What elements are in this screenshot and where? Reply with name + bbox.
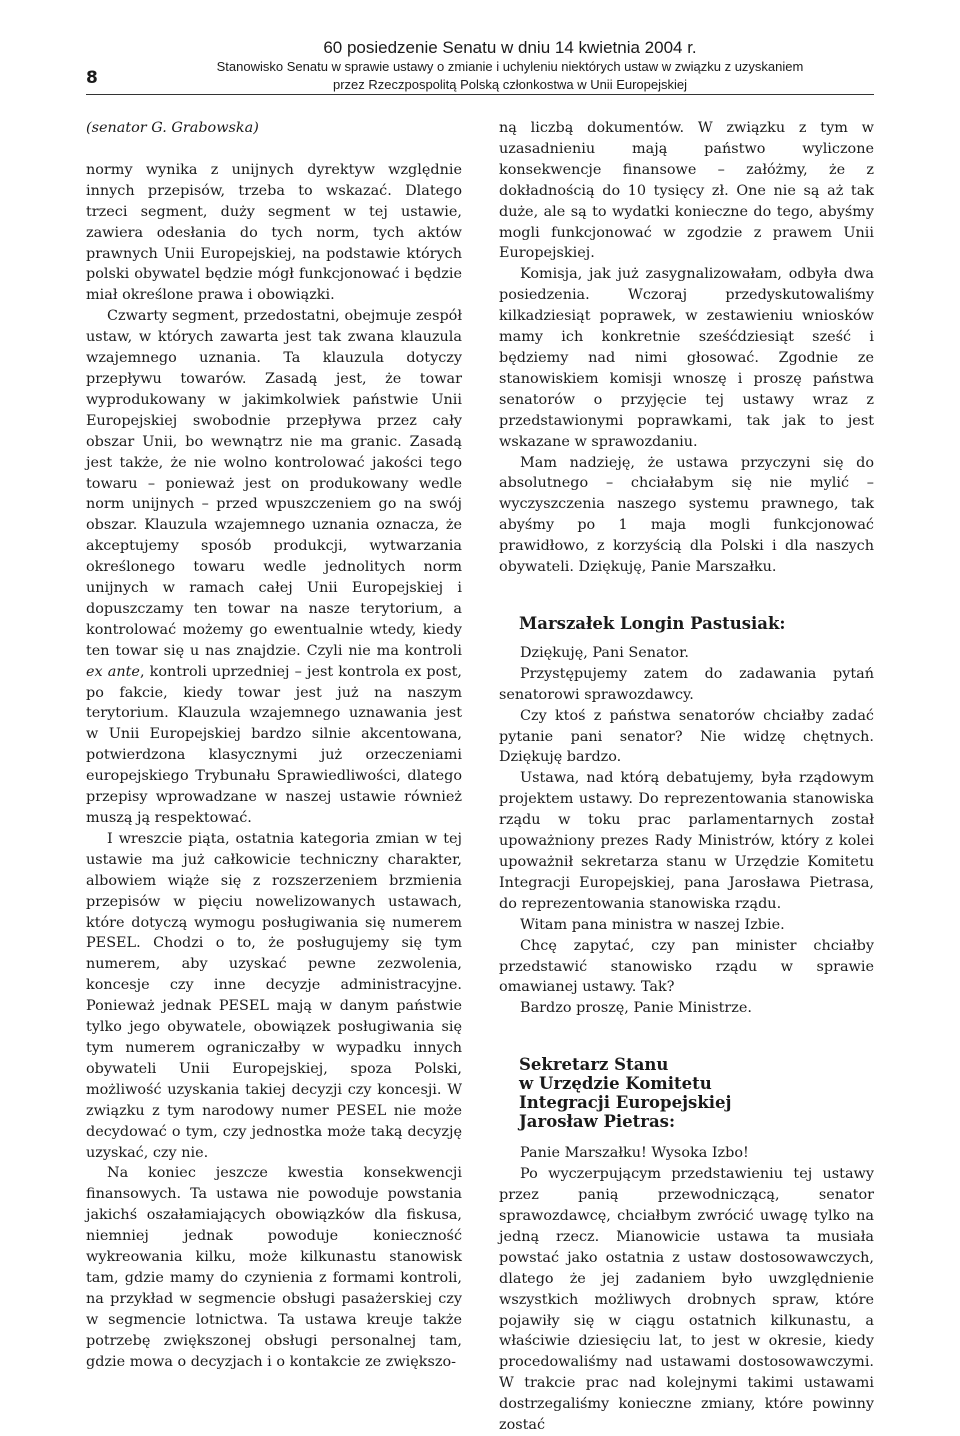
italic-term: ex ante <box>86 663 140 680</box>
page-header <box>86 38 874 95</box>
paragraph: Dziękuję, Pani Senator. <box>520 644 689 661</box>
paragraph: normy wynika z unijnych dyrektyw względnie innych przepisów, trzeba to wskazać. Dlatego trzeci segment, duży segment w tej ustawie, zawiera odesłania do tych norm, tych aktów prawnych Unii Europejskiej, na podstawie których polski obywatel będzie mógł funkcjonować i będzie miał określone prawa i obowiązki. <box>86 161 462 304</box>
speaker-heading <box>519 1055 874 1131</box>
speaker-heading-line: Sekretarz Stanu <box>519 1055 669 1075</box>
speaker-continuation-tag: (senator G. Grabowska) <box>86 120 259 136</box>
paragraph: Mam nadzieję, że ustawa przyczyni się do absolutnego – chciałabym się nie mylić – wyczyszczenia naszego systemu prawnego, tak abyśmy po 1 maja mogli funkcjonować prawidłowo, z korzyścią dla Polski i dla naszych obywateli. Dziękuję, Panie Marszałku. <box>499 454 874 576</box>
paragraph-text: Czwarty segment, przedostatni, obejmuje zespół ustaw, w których zawarta jest tak zwana klauzula wzajemnego uznania. Ta klauzula dotyczy przepływu towarów. Zasadą jest, że towar wyprodukowany w jakimkolwiek państwie Unii Europejskiej swobodnie przepływa przez cały obszar Unii, bo wewnątrz nie ma granic. Zasadą jest także, że nie wolno kontrolować jakości tego towaru – ponieważ jest on produkowany wedle norm unijnych – przed wpuszczeniem go na swój obszar. Klauzula wzajemnego uznania oznacza, że akceptujemy sposób produkcji, wytwarzania określonego towaru wedle jednolitych norm unijnych w ramach całej Unii Europejskiej i dopuszczamy ten towar na nasze terytorium, a kontrolować możemy go ewentualnie wtedy, kiedy ten towar się u nas znajdzie. Czyli nie ma kontroli <box>86 308 462 659</box>
paragraph: Panie Marszałku! Wysoka Izbo! <box>520 1145 749 1162</box>
subject-line-1: Stanowisko Senatu w sprawie ustawy o zmianie i uchyleniu niektórych ustaw w związku z uzyskaniem <box>216 59 804 74</box>
left-column <box>86 118 462 1370</box>
paragraph <box>86 306 462 829</box>
speaker-heading: Marszałek Longin Pastusiak: <box>519 613 786 633</box>
session-title: 60 posiedzenie Senatu w dniu 14 kwietnia 2004 r. <box>323 38 697 57</box>
paragraph-text: , kontroli uprzedniej – jest kontrola ex post, po fakcie, kiedy towar jest już na naszym terytorium. Klauzula wzajemnego uznawania jest w Unii Europejskiej bardzo silnie akcentowana, potwierdzona klasycznymi już orzeczeniami europejskiego Trybunału Sprawiedliwości, dlatego przepisy wprowadzane w naszej ustawie również muszą ją respektować. <box>86 663 462 826</box>
speaker-heading-line: Integracji Europejskiej <box>519 1093 732 1113</box>
paragraph: I wreszcie piąta, ostatnia kategoria zmian w tej ustawie ma już całkowicie techniczny charakter, albowiem wiąże się z rozszerzeniem brzmienia przepisów w pięciu nowelizowanych ustawach, które dotyczą wymogu posługiwania się numerem PESEL. Chodzi o to, że posługujemy się tym numerem, aby uzyskać pewne zezwolenia, koncesje czy inne decyzje administracyjne. Ponieważ jednak PESEL mają w danym państwie tylko jego obywatele, obowiązek posługiwania się tym numerem ograniczałby w wypadku innych obywateli Unii Europejskiej, spoza Polski, możliwość uzyskania takiej decyzji czy koncesji. W związku z tym narodowy numer PESEL nie może decydować o tym, czy jednostka może taką decyzję uzyskać, czy nie. <box>86 830 462 1161</box>
paragraph: Witam pana ministra w naszej Izbie. <box>520 916 785 933</box>
subject-line-2: przez Rzeczpospolitą Polską członkostwa w Unii Europejskiej <box>332 77 688 92</box>
paragraph: Komisja, jak już zasygnalizowałam, odbyła dwa posiedzenia. Wczoraj przedyskutowaliśmy kilkadziesiąt poprawek, w zestawieniu wniosków mamy ich konkretnie sześćdziesiąt sześć i będziemy nad nimi głosować. Zgodnie ze stanowiskiem komisji wnoszę i proszę państwa senatorów o przyjęcie tej ustawy wraz z przedstawionymi poprawkami, tak jak to jest wskazane w sprawozdaniu. <box>499 266 874 450</box>
paragraph: Czy ktoś z państwa senatorów chciałby zadać pytanie pani senator? Nie widzę chętnych. Dziękuję bardzo. <box>499 707 874 766</box>
speaker-heading-line: Jarosław Pietras: <box>519 1112 676 1132</box>
paragraph: Ustawa, nad którą debatujemy, była rządowym projektem ustawy. Do reprezentowania stanowiska rządu w toku prac parlamentarnych został upoważniony prezes Rady Ministrów, który z kolei upoważnił sekretarza stanu w Urzędzie Komitetu Integracji Europejskiej, pana Jarosława Pietrasa, do reprezentowania stanowiska rządu. <box>499 770 874 912</box>
paragraph: Bardzo proszę, Panie Ministrze. <box>520 1000 752 1017</box>
paragraph: Po wyczerpującym przedstawieniu tej ustawy przez panią przewodniczącą, senator sprawozdawcę, chciałbym zwrócić uwagę tylko na jedną rzecz. Mianowicie ustawa ta musiała powstać jako ostatnia z ustaw dostosowawczych, dlatego że jej zadaniem było uwzględnienie wszystkich możliwych drobnych spraw, które pojawiły się w ciągu ostatnich kilkunastu, a właściwie dziesięciu lat, to jest w okresie, kiedy procedowaliśmy nad ustawami dostosowawczymi. W trakcie prac nad kolejnymi takimi ustawami dostrzegaliśmy konieczne zmiany, które powinny zostać <box>499 1166 874 1434</box>
page-number: 8 <box>86 68 98 88</box>
paragraph: Przystępujemy zatem do zadawania pytań senatorowi sprawozdawcy. <box>499 665 874 703</box>
speaker-heading-line: w Urzędzie Komitetu <box>519 1074 712 1094</box>
paragraph: Chcę zapytać, czy pan minister chciałby przedstawić stanowisko rządu w sprawie omawianej ustawy. Tak? <box>499 937 874 996</box>
right-column <box>499 118 874 1434</box>
paragraph: Na koniec jeszcze kwestia konsekwencji finansowych. Ta ustawa nie powoduje powstania jakichś oszałamiających obowiązków dla fiskusa, niemniej jednak powoduje konieczność wykreowania kilku, może kilkunastu stanowisk tam, gdzie mamy do czynienia z formami kontroli, na przykład w segmencie obsługi pasażerskiej czy w segmencie lotnictwa. Ta ustawa kreuje także potrzebę zwiększonej obsługi personalnej tam, gdzie mowa o decyzjach i o kontakcie ze zwiększo- <box>86 1165 462 1370</box>
header-titles <box>146 38 874 94</box>
paragraph: ną liczbą dokumentów. W związku z tym w uzasadnieniu mają państwo wyliczone konsekwencje finansowe – załóżmy, że z dokładnością do 10 tysięcy zł. One nie są aż tak duże, ale są to wydatki konieczne do tego, abyśmy mogli funkcjonować w zgodzie z prawem Unii Europejskiej. <box>499 120 874 262</box>
